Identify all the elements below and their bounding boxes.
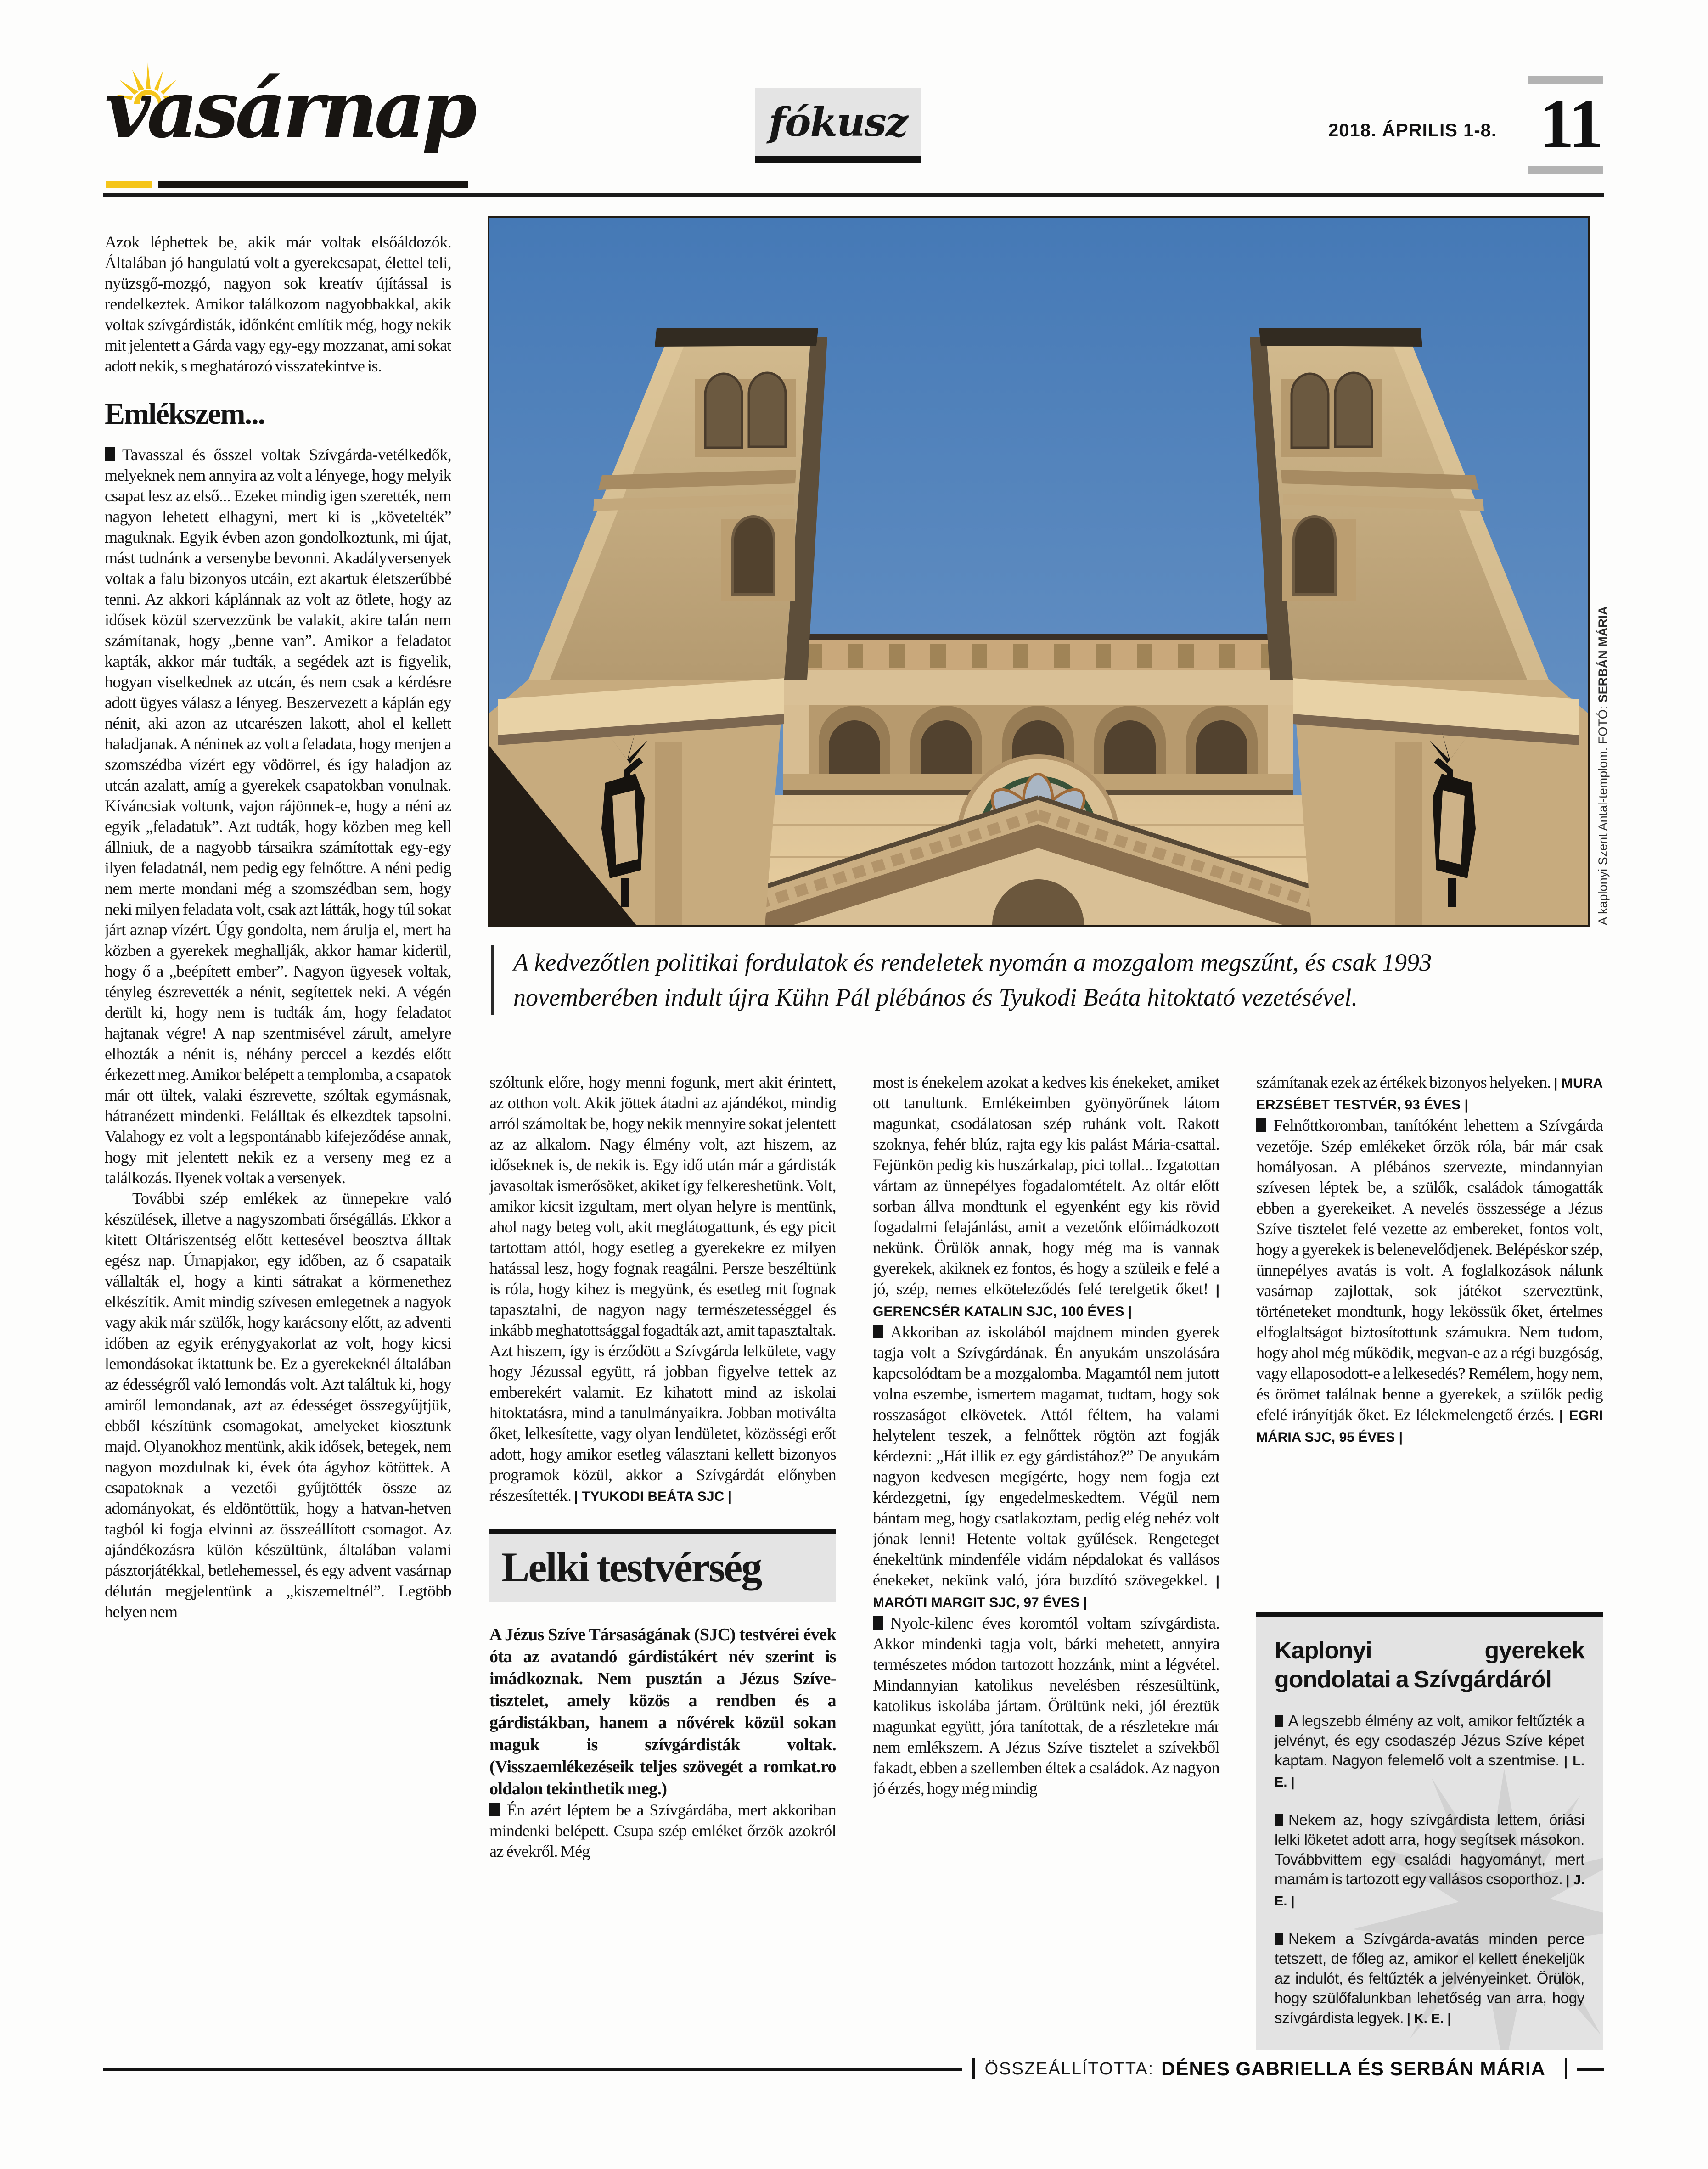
issue-date: 2018. ÁPRILIS 1-8.: [1328, 120, 1497, 140]
memoir-paragraph: Tavasszal és ősszel voltak Szívgárda-vetélkedők, melyeknek nem annyira az volt a lényege, hogy melyik csapat lesz az első... Ezeket mindig igen szerették, nem nagyon lehetett elhagyni, mert ki is „követelték” maguknak. Egyik évben azon gondolkoztunk, mi újat, mást tudnánk a versenybe bevonni. Akadályversenyek voltak a falu bizonyos utcáin, ezt akartuk életszerűbbé tenni. Az akkori káplánnak az volt az ötlete, hogy az idősek közül szervezzünk be valakit, akire talán nem számítanak, hogy „benne van”. Amikor a feladatot kapták, akkor már tudták, a segédek azt is figyelik, hogyan viselkednek az utcán, és nem csak a kérdésre adott ügyes válasz a lényeg. Beszervezett a káplán egy nénit, aki azon az utcarészen lakott, ahol el kellett haladjanak. A néninek az volt a feladata, hogy menjen a szomszédba vízért egy vödörrel, és így haladjon az utcán azalatt, amíg a gyerekek csapatokban vonulnak. Kíváncsiak voltunk, vajon rájönnek-e, hogy a néni az egyik „feladatuk”. Azt tudták, hogy közben meg kell állniuk, de a nagyobb társaikra számítottak egy-egy ilyen feladatnál, nem pedig egy felnőttre. A néni pedig nem merte mondani még a szomszédban sem, hogy neki milyen feladata volt, csak azt látták, hogy túl sokat járt aznap vízért. Úgy gondolta, nem árulja el, mert ha közben a gyerekek meghallják, akkor hamar kiderül, hogy ő a „beépített ember”. Nagyon ügyesek voltak, tényleg észrevették a nénit, segítettek neki. A végén derült ki, hogy nem is tudták ám, hogy feladatot hajtanak végre! A nap szentmisével zárult, amelyre elhozták a nénit is, néhány perccel a kezdés előtt érkezett meg. Amikor belépett a templomba, a csapatok már ott ültek, valaki észrevette, szóltak egymásnak, hátranézett mindenki. Felálltak és elkezdtek tapsolni. Valahogy ez volt a legspontánabb kifejeződése annak, hogy mit jelentett nekik ez a verseny meg ez a találkozás. Ilyenek voltak a versenyek.: [105, 445, 451, 1187]
quote-paragraph: számítanak ezek az értékek bizonyos helyeken. | MURA ERZSÉBET TESTVÉR, 93 ÉVES |: [1256, 1073, 1603, 1113]
square-marker-icon: [873, 1325, 883, 1338]
quote-attribution: | EGRI MÁRIA SJC, 95 ÉVES |: [1256, 1408, 1603, 1445]
quote-attribution: | GERENCSÉR KATALIN SJC, 100 ÉVES |: [873, 1282, 1219, 1319]
church-photo-illustration: [489, 218, 1588, 925]
page-number: [1528, 76, 1603, 174]
page-number-bar-top: [1528, 76, 1603, 84]
quote-attribution: | MURA ERZSÉBET TESTVÉR, 93 ÉVES |: [1256, 1076, 1603, 1113]
sidebar-box-item: Nekem a Szívgárda-avatás minden perce tetszett, de főleg az, amikor el kellett énekeljük az indulót, és feltűzték a jelvényeinket. Örülök, hogy szülőfalunkban lehetőség van arra, hogy szívgárdista legyek. | K. E. |: [1275, 1930, 1584, 2026]
footer-label: ÖSSZEÁLLÍTOTTA:: [984, 2059, 1154, 2079]
column-2: [489, 1072, 836, 2087]
sidebar-box-item: Nekem az, hogy szívgárdista lettem, óriási lelki löketet adott arra, hogy segítsek másokon. Továbbvittem egy családi hagyományt, mert mamám is tartozott egy vallásos csoporthoz. | J. E. |: [1275, 1811, 1585, 1909]
section-heading-emlekszem: Emlékszem...: [105, 397, 265, 431]
sidebar-box-item: A legszebb élmény az volt, amikor feltűzték a jelvényt, és egy csodaszép Jézus Szíve képet kaptam. Nagyon felemelő volt a szentmise. | L. E. |: [1275, 1712, 1584, 1790]
quote-paragraph: Én azért léptem be a Szívgárdába, mert akkoriban mindenki belépett. Csupa szép emléket őrzök azokról az évekről. Még: [489, 1801, 836, 1860]
square-marker-icon: [873, 1616, 883, 1630]
intro-paragraph: Azok léphettek be, akik már voltak elsőáldozók. Általában jó hangulatú volt a gyerekcsapat, élettel teli, nyüzsgő-mozgó, nagyon sok kreatív újítással is rendelkeztek. Amikor találkozom nagyobbakkal, akik voltak szívgárdisták, időnként említik még, hogy nekik mit jelentett a Gárda vagy egy-egy mozzanat, ami sokat adott nekik, s meghatározó visszatekintve is.: [105, 233, 451, 375]
quote-paragraph: Akkoriban az iskolából majdnem minden gyerek tagja volt a Szívgárdának. Én anyukám unszolására kapcsolódtam be a mozgalomba. Magamtól nem jutott volna eszembe, ismertem magamat, tudtam, hogy sok rosszaságot elkövetek. Attól féltem, ha valami helytelent teszek, a felnőttek rögtön azt fogják kérdezni: „Hát illik ez egy gárdistához?” De anyukám nagyon kedvesen megígérte, hogy nem fogja ezt kérdezgetni, így engedelmeskedtem. Végül nem bántam meg, hogy csatlakoztam, pedig elég nehéz volt jónak lenni! Hetente voltak gyűlések. Rengeteget énekeltünk mindenféle vidám népdalokat és vallásos énekeket, nekünk való, jóra buzdító szövegekkel. | MARÓTI MARGIT SJC, 97 ÉVES |: [873, 1323, 1219, 1610]
page-number-value: 11: [1539, 85, 1601, 162]
footer-divider: [972, 2058, 975, 2079]
church-photo: [489, 218, 1588, 925]
photo-credit-name: SERBÁN MÁRIA: [1596, 606, 1610, 703]
quote-attribution: | K. E. |: [1406, 2012, 1451, 2026]
quote-attribution: | TYUKODI BEÁTA SJC |: [574, 1489, 732, 1504]
lead-paragraph: A Jézus Szíve Társaságának (SJC) testvérei évek óta az avatandó gárdistákért név szerint is imádkoznak. Nem pusztán a Jézus Szíve-tisztelet, amely közös a rendben és a gárdistákban, hanem a nővérek közül sokan maguk is szívgárdisták voltak. (Visszaemlékezéseik teljes szövegét a romkat.ro oldalon tekinthetik meg.): [489, 1625, 836, 1798]
sidebar-box-heading: Kaplonyi gyerekek gondolatai a Szívgárdáról: [1275, 1637, 1584, 1693]
logo-text: vasárnap: [105, 62, 474, 156]
square-marker-icon: [1256, 1118, 1266, 1132]
square-marker-icon: [1275, 1715, 1283, 1727]
footer-rule-short: [1577, 2068, 1604, 2071]
section-heading-lelki: Lelki testvérség: [501, 1544, 761, 1590]
quote-paragraph: most is énekelem azokat a kedves kis énekeket, amiket ott tanultunk. Emlékeimben gyönyörűnek látom magunkat, csodálatosan szép ruhánk volt. Rakott szoknya, fehér blúz, rajta egy kis palást Mária-csattal. Fejünkön pedig kis huszárkalap, pici tollal... Izgatottan vártam az ünnepélyes fogadalomtételt. Az oltár előtt sorban állva mondtunk el egyenként egy kis rövid fogadalmi felajánlást, amit a vezetőnk előimádkozott nekünk. Örülök annak, hogy még ma is vannak gyerekek, akiknek ez fontos, és hogy a szüleik e felé a jó, szép, nemes elköteleződés felé terelgetik őket! | GERENCSÉR KATALIN SJC, 100 ÉVES |: [873, 1073, 1219, 1319]
section-label-text: fókusz: [769, 99, 907, 146]
newspaper-logo: [105, 59, 477, 193]
square-marker-icon: [1275, 1933, 1283, 1945]
quote-attribution: | J. E. |: [1275, 1873, 1585, 1909]
quote-paragraph: szóltunk előre, hogy menni fogunk, mert akit érintett, az otthon volt. Akik jöttek átadni az ajándékot, mindig arról számoltak be, hogy nekik mennyire sokat jelentett az az alkalom. Nagy élmény volt, azt hiszem, az időseknek is, de nekik is. Egy idő után már a gárdisták javasoltak ismerősöket, akiket így felkereshetünk. Volt, amikor kicsit izgultam, mert olyan helyre is mentünk, ahol nagy beteg volt, akit meglátogattunk, és egy picit tartottam attól, hogy esetleg a gyerekekre ez milyen hatással lesz, hogy fognak reagálni. Persze beszéltünk is róla, hogy kihez is megyünk, és esetleg mit fognak tapasztalni, de nagyon nagy természetességgel és inkább meghatottsággal fogadták azt, amit tapasztaltak. Azt hiszem, így is érződött a Szívgárda lelkülete, vagy hogy Jézussal együtt, rá jobban figyelve tettek az emberekért valamit. Ez kihatott mind az iskolai hitoktatásra, mind a tanulmányaikra. Jobban motiválta őket, lelkesítette, vagy olyan lendületet, közösségi erőt adott, hogy amikor esetleg választani kellett bizonyos programok közül, akkor a Szívgárdát előnyben részesítették. | TYUKODI BEÁTA SJC |: [489, 1073, 836, 1505]
quote-paragraph: Felnőttkoromban, tanítóként lehettem a Szívgárda vezetője. Szép emlékeket őrzök róla, bár már csak homályosan. A plébános szervezte, mindannyian szívesen léptek be, a szülők, családok támogatták ebben a gyerekeiket. A nevelés összessége a Jézus Szíve tisztelet felé vezette az embereket, fontos volt, hogy a gyerekek is belenevelődjenek. Belépéskor szép, ünnepélyes avatás is volt. A foglalkozások nálunk vasárnap zajlottak, sok játékot szerveztünk, történeteket mondtunk, hogy lekössük őket, értelmes elfoglaltságot biztosítottunk számukra. Nem tudom, hogy ahol még működik, megvan-e az a régi buzgóság, vagy ellaposodott-e a lelkesedés? Remélem, hogy nem, és örömet találnak benne a gyerekek, a szülők pedig efelé irányítják őket. Ez lélekmelengető érzés. | EGRI MÁRIA SJC, 95 ÉVES |: [1256, 1116, 1603, 1445]
column-4: [1256, 1072, 1603, 2050]
memoir-paragraph: További szép emlékek az ünnepekre való készülések, illetve a nagyszombati őrségállás. Ekkor a kitett Oltáriszentség előtt kettesével beosztva álltak egész nap. Úrnapjakor, egy időben, az ő csapataik vállalták el, hogy a kinti sátrakat a körmenethez elkészítik. Amit mindig szívesen emlegetnek a nagyok vagy akik már szülők, hogy karácsony előtt, az adventi időben az egyik erénygyakorlat az volt, hogy kicsi lemondásokat iktattunk be. Ez a gyerekeknél általában az édességről való lemondás volt. Azt találtuk ki, hogy amiről lemondanak, azt az édességet összegyűjtjük, ebből készítünk csomagokat, amelyeket kiosztunk majd. Olyanokhoz mentünk, akik idősek, betegek, nem nagyon mozdulnak ki, évek óta ágyhoz kötöttek. A csapatoknak a vezetői gyűjtötték össze az adományokat, és eldöntöttük, hogy a hatvan-hetven tagból ki fogja elvinni az összeállított csomagot. Az ajándékozásra külön készültünk, általában valami pásztorjátékkal, betlehemessel, és egy advent vasárnap délután megjelentünk a „kiszemeltnél”. Legtöbb helyen nem: [105, 1189, 451, 1621]
section-heading-band: [489, 1529, 836, 1602]
sidebar-box: [1256, 1612, 1603, 2050]
column-3: [873, 1072, 1219, 2078]
square-marker-icon: [489, 1803, 500, 1816]
header-rule: [103, 193, 1604, 197]
quote-attribution: | MARÓTI MARGIT SJC, 97 ÉVES |: [873, 1573, 1219, 1610]
quote-paragraph: Nyolc-kilenc éves koromtól voltam szívgárdista. Akkor mindenki tagja volt, bárki mehetett, annyira természetes módon tartozott hozzánk, mint a légvétel. Mindannyian katolikus nevelésben részesültünk, katolikus iskolába jártam. Örültünk neki, jól éreztük magunkat együtt, jóra tanítottak, de a részletekre már nem emlékszem. A Jézus Szíve tisztelet a szívekből fakadt, ebben a szellemben éltek a családok. Az nagyon jó érzés, hogy még mindig: [873, 1614, 1219, 1798]
photo-caption: A kedvezőtlen politikai fordulatok és rendeletek nyomán a mozgalom megszűnt, és csak 1993 novemberében indult újra Kühn Pál plébános és Tyukodi Beáta hitoktató vezetésével.: [491, 945, 1469, 1015]
square-marker-icon: [105, 447, 115, 461]
square-marker-icon: [1275, 1814, 1283, 1826]
footer-divider: [1565, 2058, 1567, 2079]
logo-underline: [106, 181, 468, 188]
quote-attribution: | L. E. |: [1275, 1754, 1584, 1790]
page-number-bar-bottom: [1528, 166, 1603, 174]
photo-credit: A kaplonyi Szent Antal-templom. FOTÓ: SERBÁN MÁRIA: [1596, 606, 1610, 925]
page-footer: [103, 2055, 1604, 2083]
footer-rule: [103, 2068, 962, 2071]
column-1: [105, 232, 451, 2064]
section-label: [755, 88, 921, 163]
footer-credits: DÉNES GABRIELLA ÉS SERBÁN MÁRIA: [1161, 2058, 1545, 2079]
